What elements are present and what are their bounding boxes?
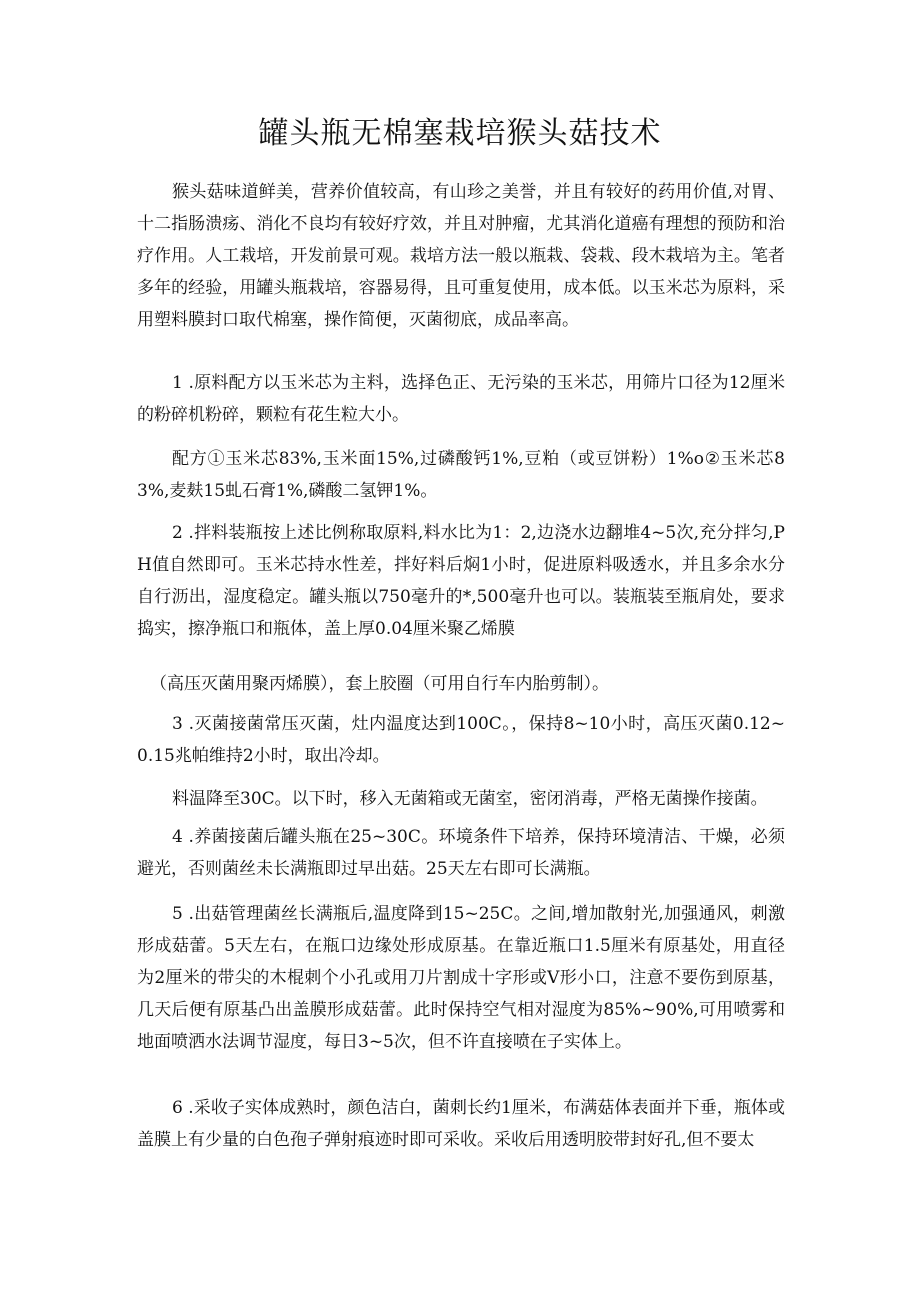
step-2-paragraph: 2 .拌料装瓶按上述比例称取原料,料水比为1：2,边浇水边翻堆4~5次,充分拌匀,PH值自然即可。玉米芯持水性差，拌好料后焖1小时，促进原料吸透水，并且多余水分自行沥出，湿度稳定。罐头瓶以750毫升的*,500毫升也可以。装瓶装至瓶肩处，要求捣实，擦净瓶口和瓶体，盖上厚0.04厘米聚乙烯膜 (137, 523, 785, 639)
step-2-continuation: （高压灭菌用聚丙烯膜），套上胶圈（可用自行车内胎剪制）。 (150, 674, 609, 694)
step-3-paragraph: 3 .灭菌接菌常压灭菌，灶内温度达到100C。，保持8~10小时，高压灭菌0.12~0.15兆帕维持2小时，取出冷却。 (137, 714, 785, 766)
intro-paragraph: 猴头菇味道鲜美，营养价值较高，有山珍之美誉，并且有较好的药用价值,对胃、十二指肠溃疡、消化不良均有较好疗效，并且对肿瘤，尤其消化道癌有理想的预防和治疗作用。人工栽培，开发前景可观。栽培方法一般以瓶栽、袋栽、段木栽培为主。笔者多年的经验，用罐头瓶栽培，容器易得，且可重复使用，成本低。以玉米芯为原料，采用塑料膜封口取代棉塞，操作简便，灭菌彻底，成品率高。 (137, 182, 785, 330)
step-6-paragraph: 6 .采收子实体成熟时，颜色洁白，菌刺长约1厘米，布满菇体表面并下垂，瓶体或盖膜上有少量的白色孢子弹射痕迹时即可采收。采收后用透明胶带封好孔,但不要太 (137, 1098, 785, 1150)
step-1-paragraph: 1 .原料配方以玉米芯为主料，选择色正、无污染的玉米芯，用筛片口径为12厘米的粉碎机粉碎，颗粒有花生粒大小。 (137, 373, 785, 425)
formula-paragraph: 配方①玉米芯83%,玉米面15%,过磷酸钙1%,豆粕（或豆饼粉）1%o②玉米芯83%,麦麸15虬石膏1%,磷酸二氢钾1%。 (137, 449, 785, 501)
step-4-paragraph: 4 .养菌接菌后罐头瓶在25~30C。环境条件下培养，保持环境清洁、干燥，必须避光，否则菌丝未长满瓶即过早出菇。25天左右即可长满瓶。 (137, 827, 785, 879)
step-3-continuation: 料温降至30C。以下时，移入无菌箱或无菌室，密闭消毒，严格无菌操作接菌。 (172, 789, 768, 809)
step-5-paragraph: 5 .出菇管理菌丝长满瓶后,温度降到15~25C。之间,增加散射光,加强通风，刺激形成菇蕾。5天左右，在瓶口边缘处形成原基。在靠近瓶口1.5厘米有原基处，用直径为2厘米的带尖的木棍刺个小孔或用刀片割成十字形或V形小口，注意不要伤到原基，几天后便有原基凸出盖膜形成菇蕾。此时保持空气相对湿度为85%~90%,可用喷雾和地面喷洒水法调节湿度，每日3~5次，但不许直接喷在子实体上。 (137, 904, 785, 1052)
document-title: 罐头瓶无棉塞栽培猴头菇技术 (258, 116, 662, 151)
